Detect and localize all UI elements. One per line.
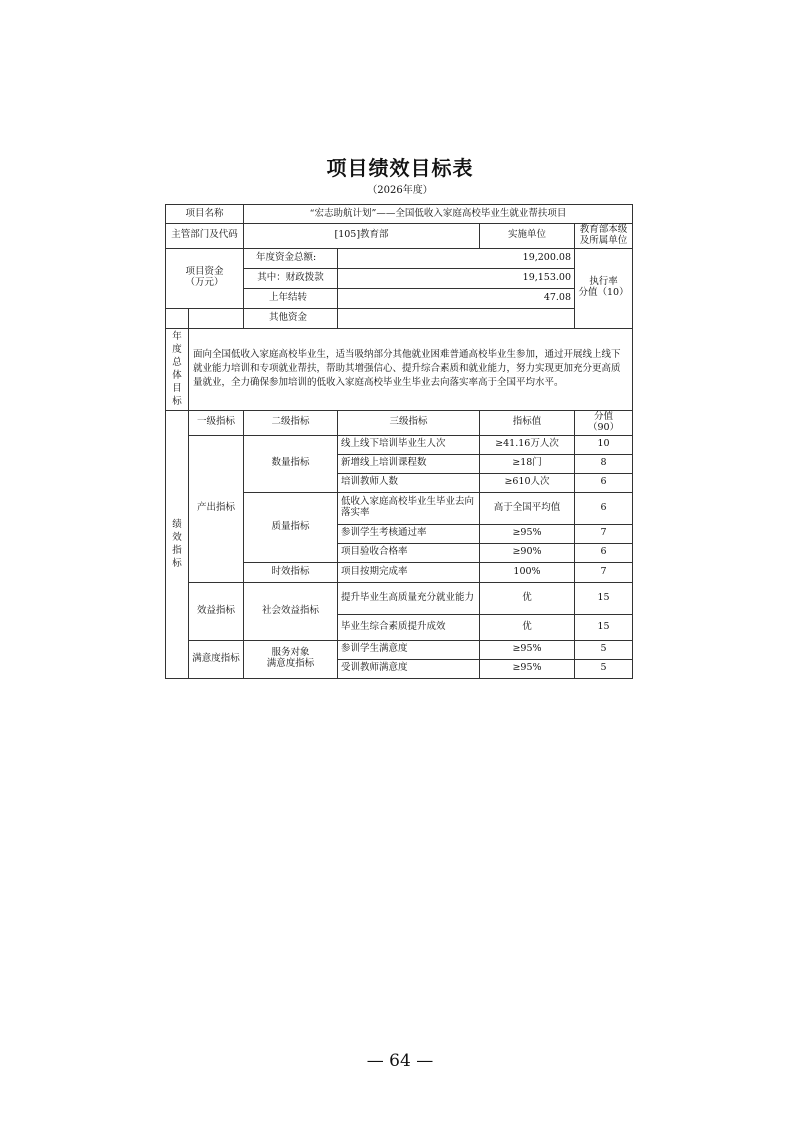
impl-label: 实施单位 — [480, 224, 575, 249]
indicator-name: 培训教师人数 — [338, 473, 480, 492]
indicator-score: 6 — [575, 473, 633, 492]
project-name-row — [166, 205, 633, 224]
indicator-value: ≥610人次 — [480, 473, 575, 492]
funds-total-label: 年度资金总额: — [244, 248, 338, 268]
indicator-value: ≥95% — [480, 524, 575, 543]
indicator-score: 6 — [575, 492, 633, 524]
funds-carry-value: 47.08 — [338, 288, 575, 308]
subgroup-service: 服务对象 满意度指标 — [244, 640, 338, 678]
subgroup-quality: 质量指标 — [244, 492, 338, 562]
indicator-score: 8 — [575, 454, 633, 473]
indicator-score: 15 — [575, 614, 633, 640]
funds-other-row — [166, 308, 633, 328]
exec-rate-label: 执行率 分值（10） — [575, 248, 633, 328]
funds-finance-label: 其中：财政拨款 — [244, 268, 338, 288]
dept-value: [105]教育部 — [244, 224, 480, 249]
header-level1: 一级指标 — [189, 410, 244, 435]
header-level2: 二级指标 — [244, 410, 338, 435]
page-number: — 64 — — [366, 1051, 434, 1071]
funds-finance-value: 19,153.00 — [338, 268, 575, 288]
indicator-value: 100% — [480, 562, 575, 582]
header-value: 指标值 — [480, 410, 575, 435]
group-output: 产出指标 — [189, 435, 244, 582]
indicator-score: 5 — [575, 659, 633, 678]
indicator-name: 参训学生满意度 — [338, 640, 480, 659]
subgroup-quantity: 数量指标 — [244, 435, 338, 492]
funds-total-value: 19,200.08 — [338, 248, 575, 268]
annual-goal-row — [166, 328, 633, 410]
indicator-value: ≥41.16万人次 — [480, 435, 575, 454]
annual-goal-label: 年 度 总 体 目 标 — [166, 328, 189, 410]
indicator-name: 项目按期完成率 — [338, 562, 480, 582]
indicator-score: 6 — [575, 543, 633, 562]
indicator-name: 低收入家庭高校毕业生毕业去向落实率 — [338, 492, 480, 524]
indicator-score: 7 — [575, 562, 633, 582]
funds-other-label: 其他资金 — [244, 308, 338, 328]
indicator-name: 参训学生考核通过率 — [338, 524, 480, 543]
indicator-score: 7 — [575, 524, 633, 543]
indicator-value: ≥95% — [480, 640, 575, 659]
table-row — [166, 640, 633, 659]
annual-goal-text: 面向全国低收入家庭高校毕业生，适当吸纳部分其他就业困难普通高校毕业生参加，通过开展线上线下就业能力培训和专项就业帮扶，帮助其增强信心、提升综合素质和就业能力，努力实现更加充分更高质量就业，全力确保参加培训的低收入家庭高校毕业生毕业去向落实率高于全国平均水平。 — [189, 328, 633, 410]
indicator-name: 项目验收合格率 — [338, 543, 480, 562]
page-subtitle: （2026年度） — [367, 185, 433, 196]
indicator-score: 5 — [575, 640, 633, 659]
header-level3: 三级指标 — [338, 410, 480, 435]
table-row — [166, 435, 633, 454]
subgroup-social: 社会效益指标 — [244, 582, 338, 640]
indicator-value: ≥90% — [480, 543, 575, 562]
indicator-name: 毕业生综合素质提升成效 — [338, 614, 480, 640]
funds-carry-label: 上年结转 — [244, 288, 338, 308]
indicator-value: ≥95% — [480, 659, 575, 678]
indicator-name: 受训教师满意度 — [338, 659, 480, 678]
funds-total-row — [166, 248, 633, 268]
project-name-label: 项目名称 — [166, 205, 244, 224]
indicator-value: 优 — [480, 614, 575, 640]
page-title: 项目绩效目标表 — [326, 156, 474, 180]
group-benefit: 效益指标 — [189, 582, 244, 640]
indicator-name: 线上线下培训毕业生人次 — [338, 435, 480, 454]
indicator-value: 高于全国平均值 — [480, 492, 575, 524]
indicator-value: ≥18门 — [480, 454, 575, 473]
indicator-score: 10 — [575, 435, 633, 454]
subgroup-timeliness: 时效指标 — [244, 562, 338, 582]
group-satisfaction: 满意度指标 — [189, 640, 244, 678]
impl-value: 教育部本级及所属单位 — [575, 224, 633, 249]
project-name-value: “宏志助航计划”——全国低收入家庭高校毕业生就业帮扶项目 — [244, 205, 633, 224]
funds-other-value — [338, 308, 575, 328]
indicator-name: 提升毕业生高质量充分就业能力 — [338, 582, 480, 614]
table-row — [166, 582, 633, 614]
performance-table — [165, 204, 633, 679]
indicators-side-label: 绩 效 指 标 — [166, 410, 189, 678]
indicator-value: 优 — [480, 582, 575, 614]
indicator-score: 15 — [575, 582, 633, 614]
dept-row — [166, 224, 633, 249]
header-score: 分值 （90） — [575, 410, 633, 435]
indicator-header-row — [166, 410, 633, 435]
indicator-name: 新增线上培训课程数 — [338, 454, 480, 473]
dept-label: 主管部门及代码 — [166, 224, 244, 249]
funds-label: 项目资金 （万元） — [166, 248, 244, 308]
